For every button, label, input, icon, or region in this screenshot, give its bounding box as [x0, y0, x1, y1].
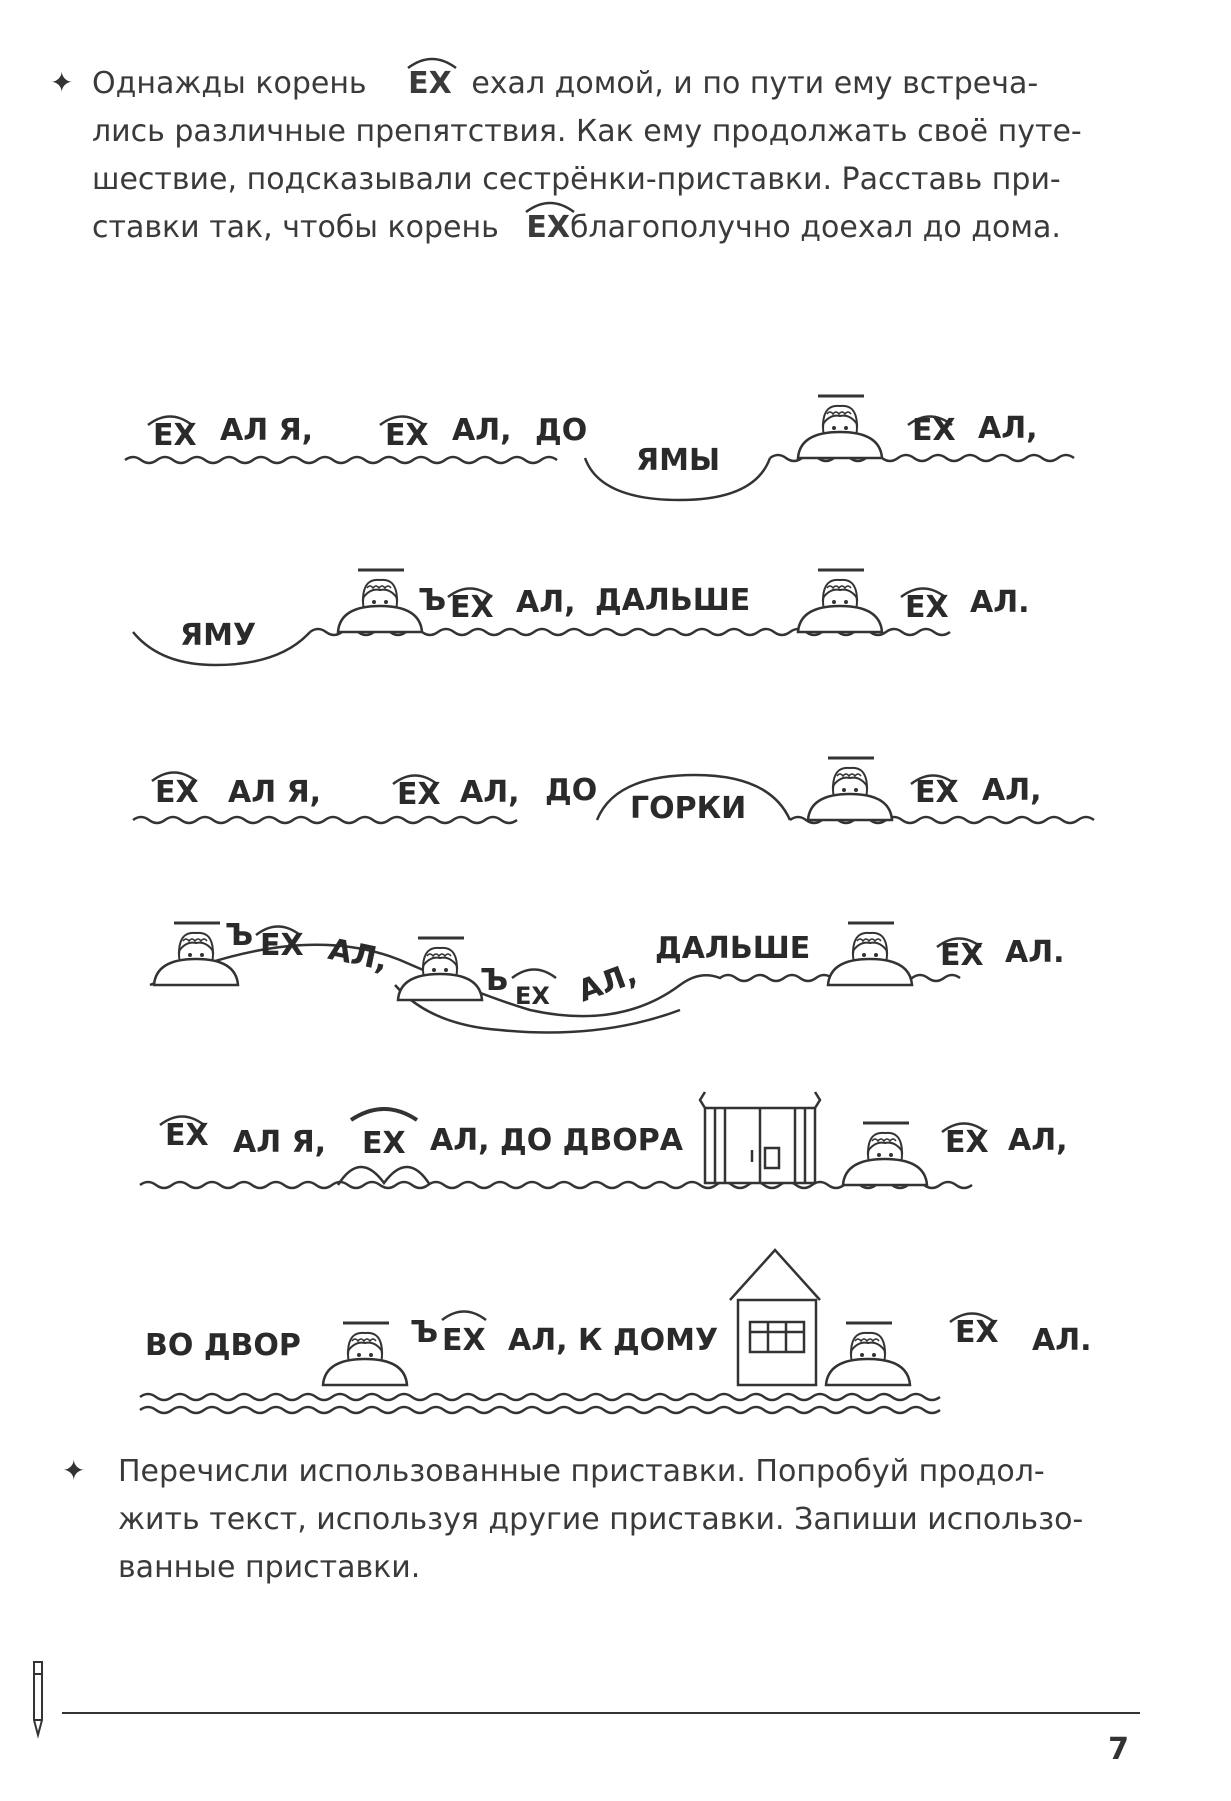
- row1-word-1: АЛ Я,: [220, 413, 314, 448]
- bridge-icon: [338, 1167, 430, 1185]
- row1-root-3: ЕХ: [912, 413, 956, 448]
- pencil-icon: [22, 1660, 52, 1740]
- row-6: [145, 1315, 1092, 1363]
- road-line-3: [133, 817, 517, 823]
- row4-root-3: ЕХ: [940, 938, 984, 973]
- row3-word-2: АЛ,: [460, 775, 520, 810]
- row2-word-4: АЛ.: [970, 585, 1030, 620]
- root-inline-text-2: ЕХ: [526, 210, 570, 245]
- intro-line4-a: ставки так, чтобы корень: [92, 210, 499, 245]
- row6-hard-sign: Ъ: [410, 1315, 439, 1350]
- row6-root-2: ЕХ: [955, 1315, 999, 1350]
- row6-root-1: ЕХ: [442, 1323, 486, 1358]
- fairy-icon: [826, 1323, 910, 1385]
- bullet-star-icon-2: ✦: [62, 1454, 86, 1487]
- gate-icon: [700, 1092, 820, 1183]
- row6-word-2: АЛ, К ДОМУ: [508, 1323, 719, 1358]
- row2-word-3: ДАЛЬШЕ: [595, 583, 751, 618]
- row1-root-2: ЕХ: [385, 418, 429, 453]
- fairy-icon: [843, 1123, 927, 1185]
- fairy-icon: [828, 923, 912, 985]
- fairy-icon: [808, 758, 892, 820]
- row4-root-2: ЕХ: [515, 982, 550, 1010]
- row4-hard-sign-2: Ъ: [480, 963, 509, 998]
- row3-root-3: ЕХ: [915, 775, 959, 810]
- road-line-6: [140, 1394, 940, 1400]
- road-line-6b: [140, 1407, 940, 1413]
- row4-word-2: АЛ,: [573, 956, 642, 1010]
- row3-word-4: ГОРКИ: [630, 791, 747, 826]
- row1-root-1: ЕХ: [153, 418, 197, 453]
- row2-root-2: ЕХ: [905, 590, 949, 625]
- root-arc-icon: [512, 970, 556, 979]
- intro-line3: шествие, подсказывали сестрёнки-приставки. Расставь при-: [92, 162, 1061, 197]
- intro-line4-b: благополучно доехал до дома.: [569, 210, 1061, 245]
- row1-word-3: ДО: [535, 413, 588, 448]
- row-2: [180, 583, 1030, 653]
- row2-hard-sign: Ъ: [418, 583, 447, 618]
- road-line-1: [125, 457, 557, 463]
- row3-word-5: АЛ,: [982, 773, 1042, 808]
- row4-word-1: АЛ,: [325, 931, 391, 979]
- intro-line1-b: ехал домой, и по пути ему встреча-: [471, 66, 1039, 101]
- fairy-icon: [323, 1323, 407, 1385]
- row5-root-2: ЕХ: [362, 1126, 406, 1161]
- row3-word-3: ДО: [545, 773, 598, 808]
- row5-word-2: АЛ, ДО ДВОРА: [430, 1123, 683, 1158]
- row-4: [225, 918, 1065, 1010]
- row3-root-2: ЕХ: [397, 777, 441, 812]
- root-inline-text: ЕХ: [408, 66, 452, 101]
- row2-root-1: ЕХ: [450, 590, 494, 625]
- page-number: 7: [1108, 1732, 1129, 1767]
- row1-word-2: АЛ,: [452, 413, 512, 448]
- row5-word-1: АЛ Я,: [233, 1125, 327, 1160]
- root-arc-icon: [442, 1312, 486, 1321]
- row6-word-1: ВО ДВОР: [145, 1328, 301, 1363]
- row2-word-2: АЛ,: [516, 585, 576, 620]
- root-arc-icon: [351, 1109, 417, 1120]
- task2-paragraph: [118, 1448, 1083, 1592]
- row4-root-1: ЕХ: [260, 928, 304, 963]
- task2-line1: Перечисли использованные приставки. Попробуй продол-: [118, 1454, 1045, 1489]
- row6-word-3: АЛ.: [1032, 1323, 1092, 1358]
- fairy-icon: [398, 938, 482, 1000]
- row4-word-4: АЛ.: [1005, 935, 1065, 970]
- row3-word-1: АЛ Я,: [228, 775, 322, 810]
- fairy-icon: [798, 396, 882, 458]
- bullet-star-icon: ✦: [50, 66, 74, 99]
- row3-root-1: ЕХ: [155, 775, 199, 810]
- fairy-icon: [798, 570, 882, 632]
- row-1: [153, 411, 1038, 478]
- task2-line2: жить текст, используя другие приставки. Запиши использо-: [118, 1502, 1084, 1537]
- row5-word-3: АЛ,: [1008, 1123, 1068, 1158]
- row5-root-1: ЕХ: [165, 1118, 209, 1153]
- task2-line3: ванные приставки.: [118, 1550, 421, 1585]
- row1-word-5: АЛ,: [978, 411, 1038, 446]
- row5-root-3: ЕХ: [945, 1125, 989, 1160]
- row4-word-3: ДАЛЬШЕ: [655, 931, 811, 966]
- intro-line1-a: Однажды корень: [92, 66, 367, 101]
- intro-line2: лись различные препятствия. Как ему продолжать своё путе-: [92, 114, 1082, 149]
- row2-word-1: ЯМУ: [180, 618, 257, 653]
- answer-line[interactable]: [62, 1712, 1140, 1714]
- row1-word-4: ЯМЫ: [636, 443, 721, 478]
- house-icon: [730, 1250, 820, 1385]
- row-5: [165, 1118, 1068, 1161]
- row4-hard-sign-1: Ъ: [225, 918, 254, 953]
- fairy-icon: [338, 570, 422, 632]
